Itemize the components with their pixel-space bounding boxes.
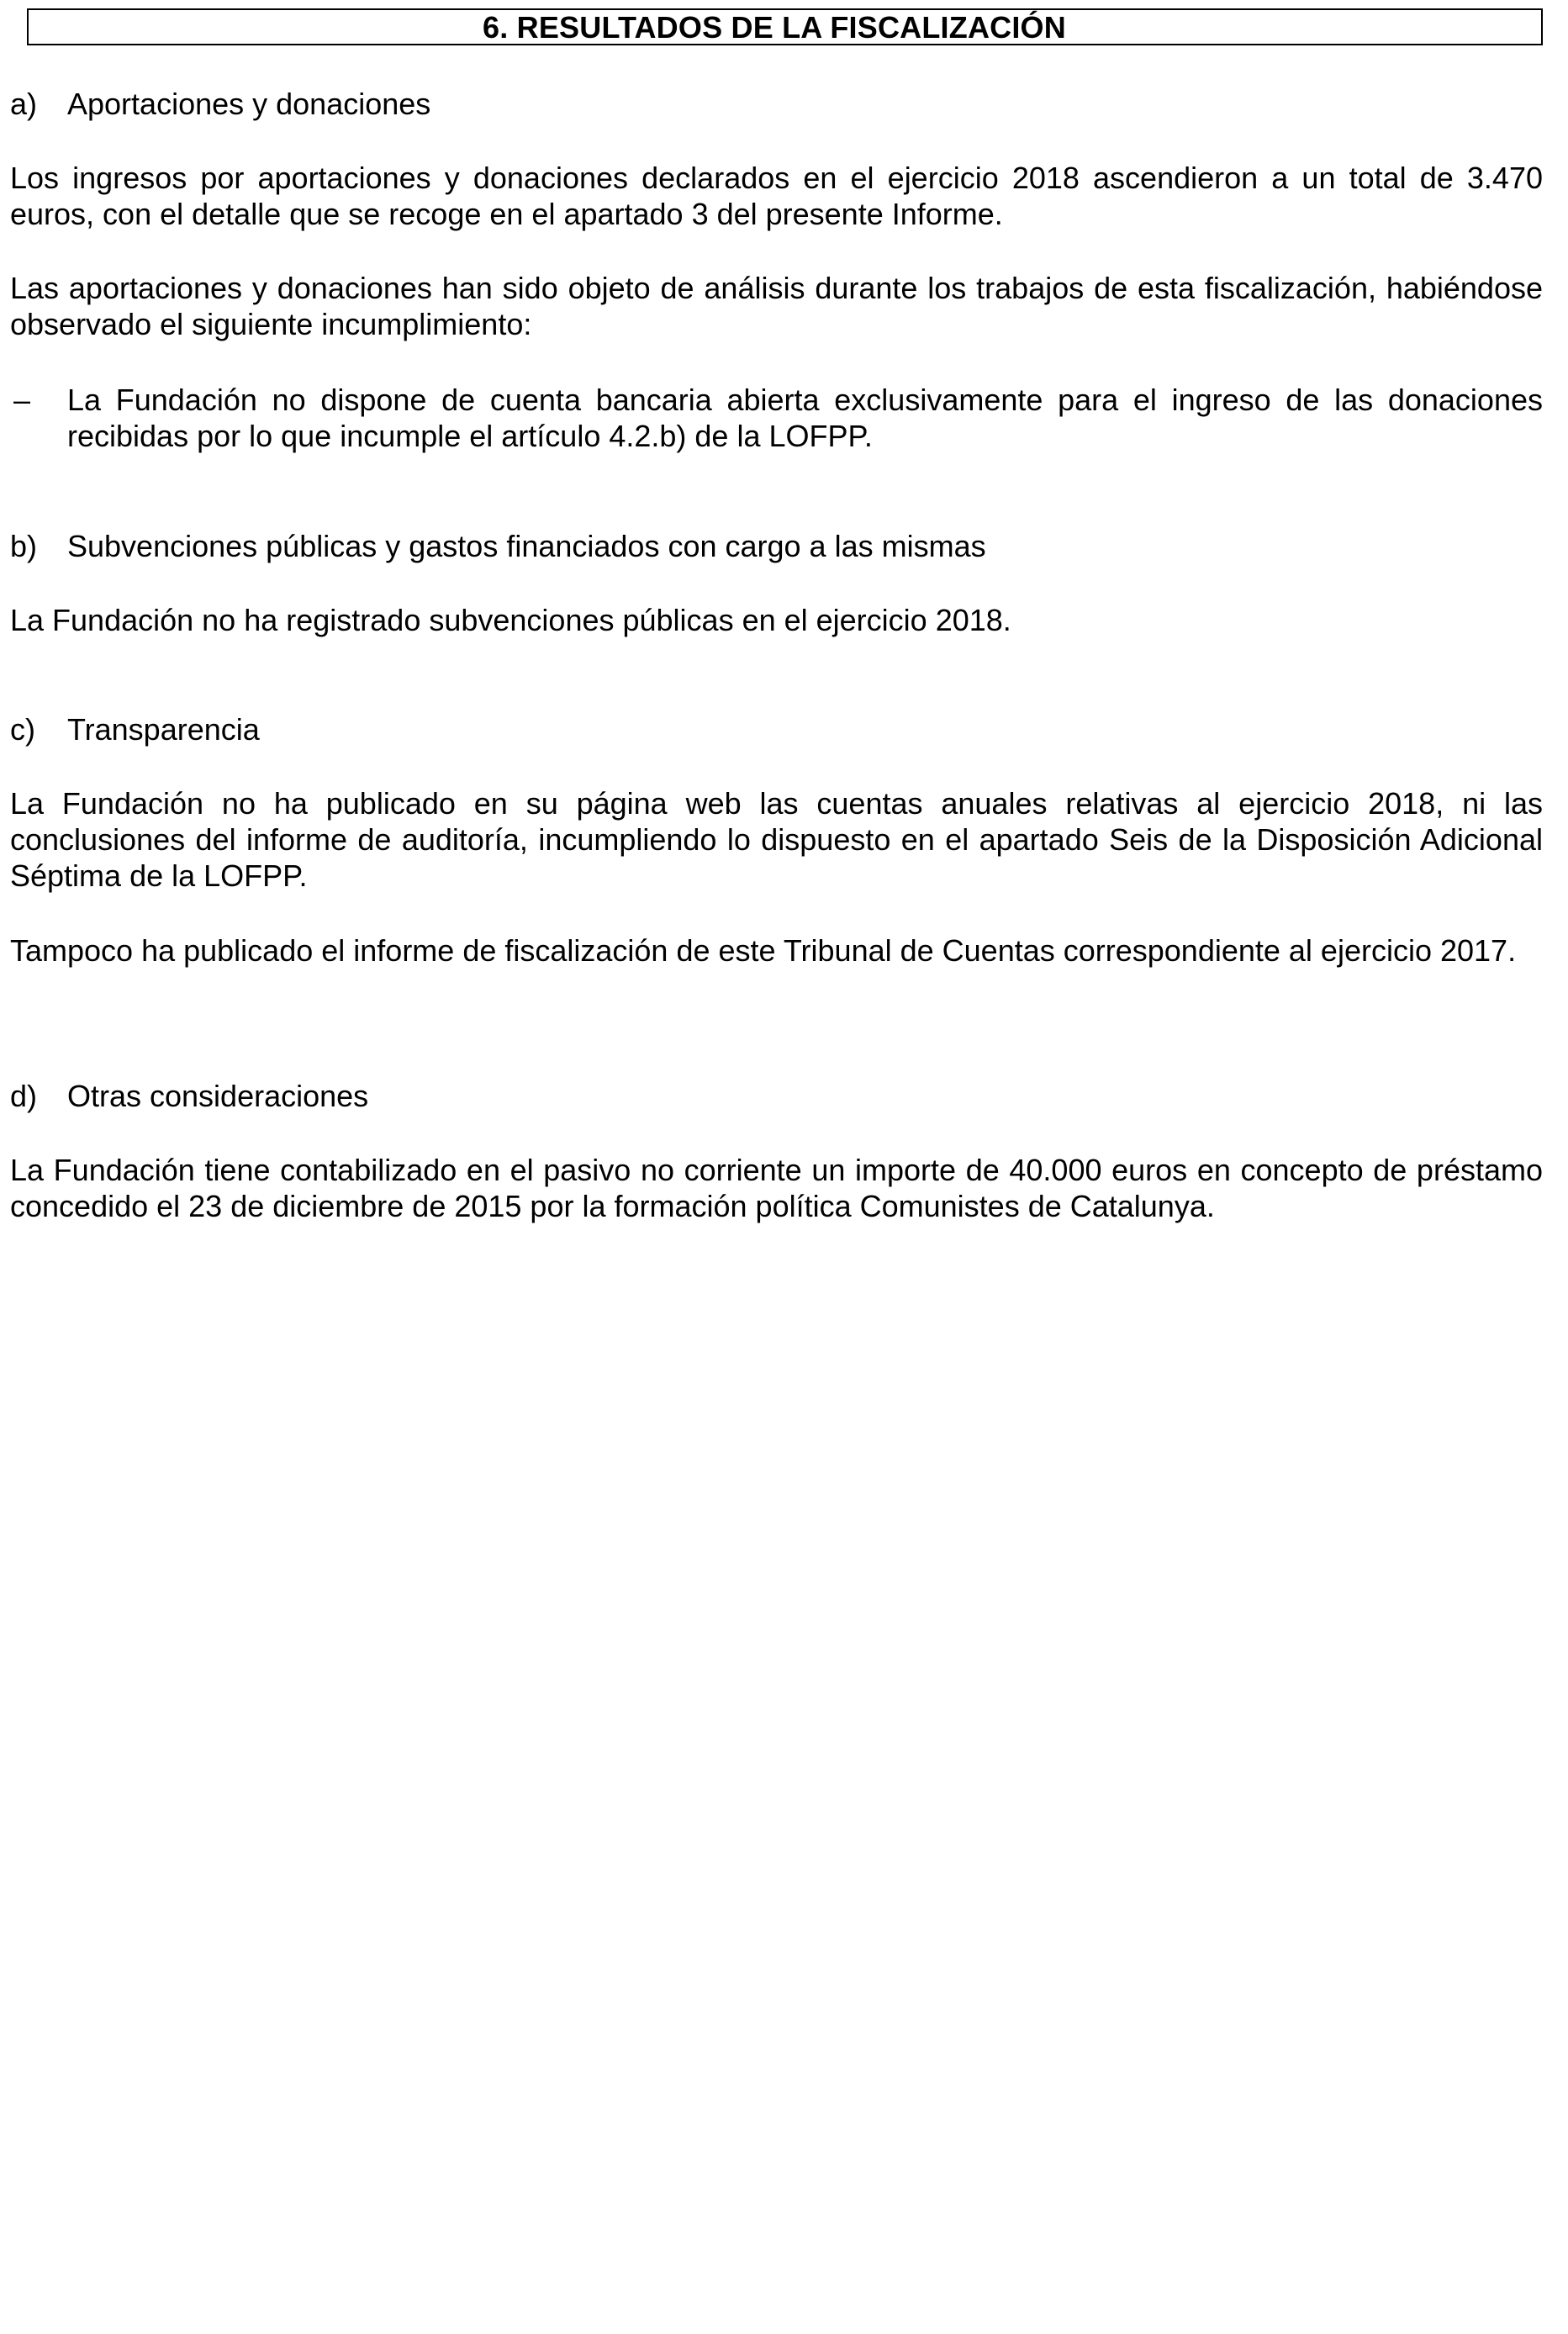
- bullet-item-a-text: La Fundación no dispone de cuenta bancaria abierta exclusivamente para el ingreso de las donaciones recibidas por lo que incumple el artículo 4.2.b) de la LOFPP.: [67, 383, 1543, 453]
- dash-bullet: –: [13, 383, 31, 417]
- heading-d-marker: d): [10, 1079, 38, 1113]
- bullet-item-a: [10, 382, 1543, 454]
- paragraph-c-1: La Fundación no ha publicado en su página web las cuentas anuales relativas al ejercicio 2018, ni las conclusiones del informe de auditoría, incumpliendo lo dispuesto en el apartado Seis de la Disposición Adicional Séptima de la LOFPP.: [10, 786, 1543, 893]
- paragraph-a-1: Los ingresos por aportaciones y donaciones declarados en el ejercicio 2018 ascendieron a un total de 3.470 euros, con el detalle que se recoge en el apartado 3 del presente Informe.: [10, 161, 1543, 231]
- heading-d-label: Otras consideraciones: [67, 1079, 369, 1113]
- heading-c-label: Transparencia: [67, 712, 260, 747]
- paragraph-d-1: La Fundación tiene contabilizado en el pasivo no corriente un importe de 40.000 euros en concepto de préstamo concedido el 23 de diciembre de 2015 por la formación política Comunistes de Catalunya.: [10, 1153, 1543, 1223]
- heading-b-marker: b): [10, 529, 38, 563]
- heading-c-marker: c): [10, 712, 35, 747]
- heading-b-label: Subvenciones públicas y gastos financiados con cargo a las mismas: [67, 529, 986, 563]
- paragraph-a-2: Las aportaciones y donaciones han sido objeto de análisis durante los trabajos de esta fiscalización, habiéndose observado el siguiente incumplimiento:: [10, 271, 1543, 341]
- section-title-box: [27, 8, 1543, 45]
- paragraph-b-1: La Fundación no ha registrado subvenciones públicas en el ejercicio 2018.: [10, 603, 1011, 637]
- section-title: 6. RESULTADOS DE LA FISCALIZACIÓN: [483, 10, 1066, 45]
- paragraph-c-2: Tampoco ha publicado el informe de fiscalización de este Tribunal de Cuentas correspondiente al ejercicio 2017.: [10, 933, 1517, 968]
- heading-c: [10, 711, 260, 747]
- heading-b: [10, 528, 986, 564]
- heading-a-label: Aportaciones y donaciones: [67, 87, 431, 121]
- heading-a: [10, 86, 430, 122]
- heading-d: [10, 1078, 368, 1114]
- heading-a-marker: a): [10, 87, 38, 121]
